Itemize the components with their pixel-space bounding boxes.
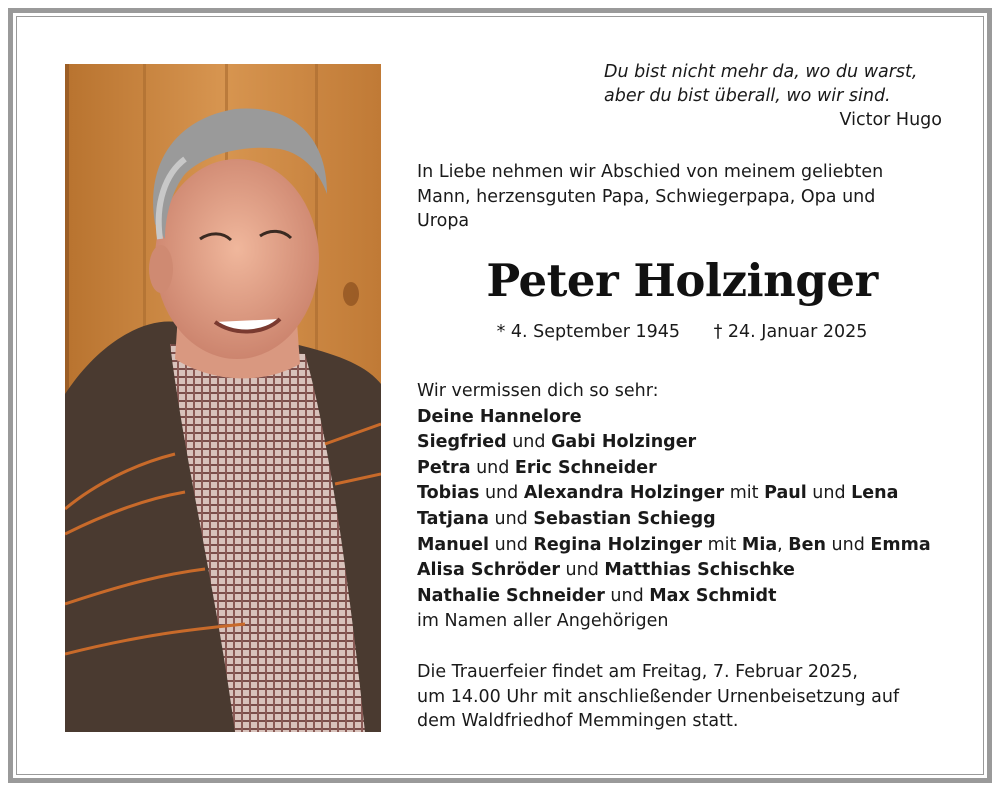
family-member-name: Ben xyxy=(788,534,826,555)
family-members xyxy=(417,405,957,610)
family-member-name: Deine Hannelore xyxy=(417,406,582,427)
family-member-name: Paul xyxy=(764,483,807,504)
intro-line-3: Uropa xyxy=(417,211,470,231)
family-member-name: Alexandra Holzinger xyxy=(523,483,725,504)
family-member-name: Tatjana xyxy=(417,508,489,529)
family-member-name: Max Schmidt xyxy=(649,585,777,606)
life-dates xyxy=(417,322,947,342)
family-member-line xyxy=(417,558,957,584)
family-member-line xyxy=(417,405,957,431)
family-member-name: Tobias xyxy=(417,483,480,504)
family-member-line xyxy=(417,430,957,456)
portrait-photo xyxy=(65,64,381,732)
intro-text xyxy=(417,160,937,234)
ceremony-line-1: Die Trauerfeier findet am Freitag, 7. Februar 2025, xyxy=(417,662,858,682)
family-member-line xyxy=(417,481,957,507)
connector-text: und xyxy=(806,483,852,504)
family-member-name: Nathalie Schneider xyxy=(417,585,605,606)
quote-block xyxy=(522,60,942,132)
connector-text: und xyxy=(488,508,534,529)
family-member-name: Sebastian Schiegg xyxy=(533,508,716,529)
connector-text: , xyxy=(777,534,789,555)
ceremony-line-3: dem Waldfriedhof Memmingen statt. xyxy=(417,711,739,731)
quote-author: Victor Hugo xyxy=(839,110,942,130)
family-list xyxy=(417,379,957,635)
death-date: † 24. Januar 2025 xyxy=(713,322,868,342)
family-member-line xyxy=(417,507,957,533)
connector-text: und xyxy=(604,585,650,606)
intro-line-2: Mann, herzensguten Papa, Schwiegerpapa, Opa und xyxy=(417,186,876,207)
family-member-name: Emma xyxy=(870,534,931,555)
family-member-name: Siegfried xyxy=(417,432,507,453)
connector-text: und xyxy=(506,432,552,453)
family-member-line xyxy=(417,456,957,482)
family-member-name: Mia xyxy=(741,534,778,555)
family-member-line xyxy=(417,584,957,610)
connector-text: und xyxy=(559,560,605,581)
quote-line-1: Du bist nicht mehr da, wo du warst, xyxy=(604,62,918,82)
family-member-name: Regina Holzinger xyxy=(533,534,703,555)
family-member-name: Manuel xyxy=(417,534,490,555)
family-member-name: Lena xyxy=(851,483,899,504)
deceased-name: Peter Holzinger xyxy=(486,254,878,307)
family-member-name: Petra xyxy=(417,457,471,478)
family-member-name: Alisa Schröder xyxy=(417,560,560,581)
family-heading: Wir vermissen dich so sehr: xyxy=(417,381,659,401)
connector-text: und xyxy=(489,534,534,555)
family-member-name: Matthias Schischke xyxy=(604,560,795,581)
connector-text: und xyxy=(470,457,515,478)
family-closing: im Namen aller Angehörigen xyxy=(417,611,669,632)
quote-line-2: aber du bist überall, wo wir sind. xyxy=(604,86,891,106)
ceremony-info xyxy=(417,660,957,734)
connector-text: mit xyxy=(702,534,742,555)
connector-text: und xyxy=(479,483,524,504)
family-member-name: Gabi Holzinger xyxy=(551,432,697,453)
family-member-name: Eric Schneider xyxy=(514,457,657,478)
intro-line-1: In Liebe nehmen wir Abschied von meinem geliebten xyxy=(417,162,884,182)
ceremony-line-2: um 14.00 Uhr mit anschließender Urnenbeisetzung auf xyxy=(417,686,900,707)
connector-text: und xyxy=(825,534,871,555)
family-member-line xyxy=(417,533,957,559)
birth-date: * 4. September 1945 xyxy=(496,322,681,342)
connector-text: mit xyxy=(724,483,765,504)
